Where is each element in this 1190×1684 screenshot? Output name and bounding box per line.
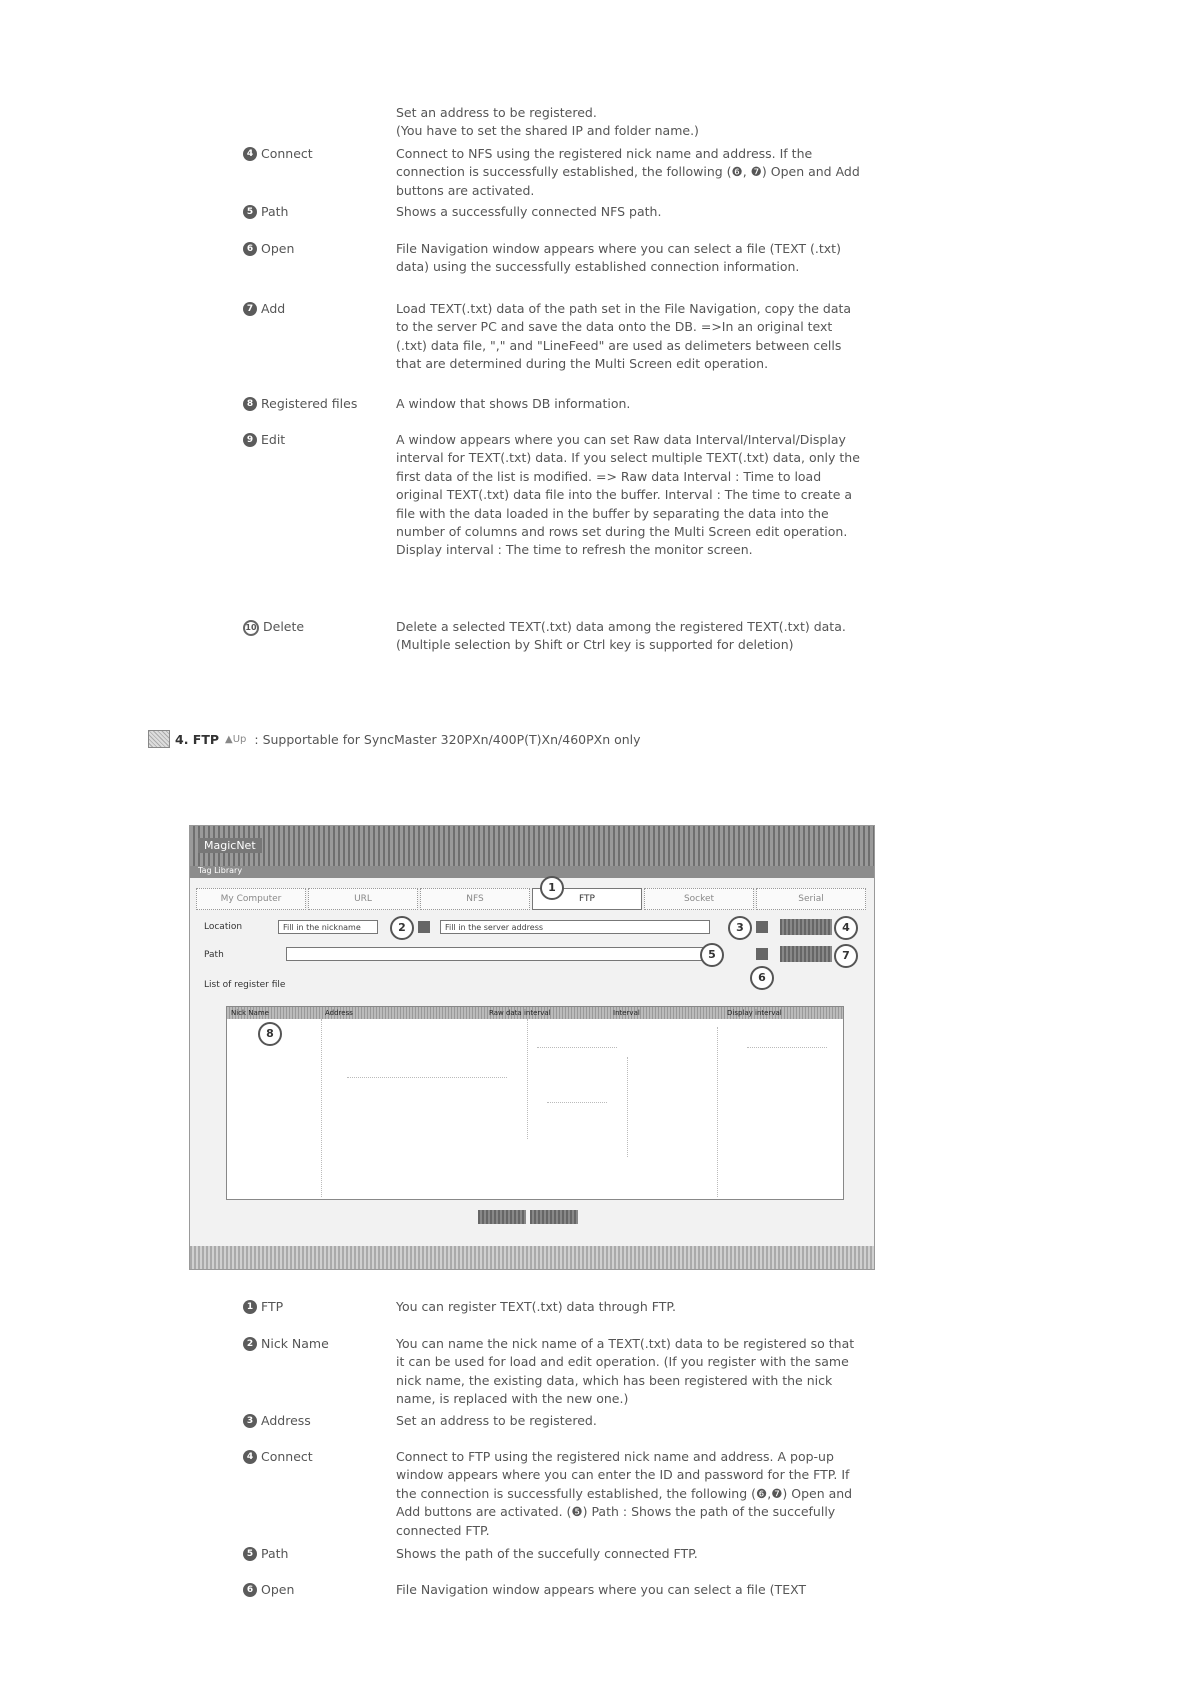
term-description: A window that shows DB information. — [396, 396, 631, 411]
address-dropdown-icon[interactable] — [756, 921, 768, 933]
section-description: : Supportable for SyncMaster 320PXn/400P(T)Xn/460PXn only — [254, 731, 641, 747]
term-description: File Navigation window appears where you can select a file (TEXT (.txt) data) using the successfully established connection information. — [396, 241, 841, 275]
tab-socket[interactable]: Socket — [644, 888, 754, 910]
term-description: Connect to NFS using the registered nick name and address. If the connection is successfully established, the following (❻, ❼) Open and Add buttons are activated. — [396, 146, 860, 198]
term-label: Open — [261, 241, 295, 256]
delete-button[interactable] — [530, 1210, 578, 1224]
menu-bar — [190, 866, 874, 878]
column-header: Interval — [613, 1009, 640, 1017]
add-button[interactable] — [780, 946, 832, 962]
callout-marker: 3 — [728, 916, 752, 940]
term-label: Connect — [261, 146, 313, 161]
number-badge-icon: 1 — [243, 1300, 257, 1314]
tab-serial[interactable]: Serial — [756, 888, 866, 910]
term-label: Edit — [261, 432, 286, 447]
tab-ftp[interactable]: FTP — [532, 888, 642, 910]
callout-marker: 8 — [258, 1022, 282, 1046]
term-label: Add — [261, 301, 286, 316]
column-header: Raw data interval — [489, 1009, 551, 1017]
section-image-icon — [148, 730, 170, 748]
column-header: Address — [325, 1009, 353, 1017]
term-label: Delete — [263, 619, 305, 634]
number-badge-icon: 5 — [243, 205, 257, 219]
up-link[interactable]: ▲Up — [225, 733, 247, 745]
intro-line-1: Set an address to be registered. — [396, 105, 597, 120]
term-description: Delete a selected TEXT(.txt) data among the registered TEXT(.txt) data. (Multiple selection by Shift or Ctrl key is supported for deletion) — [396, 619, 846, 653]
section-heading — [148, 730, 641, 748]
term-label: Path — [261, 204, 289, 219]
number-badge-icon: 2 — [243, 1337, 257, 1351]
term-label: Registered files — [261, 396, 358, 411]
nickname-dropdown-icon[interactable] — [418, 921, 430, 933]
path-label: Path — [204, 950, 224, 960]
edit-button[interactable] — [478, 1210, 526, 1224]
number-badge-icon: 9 — [243, 433, 257, 447]
number-badge-icon: 8 — [243, 397, 257, 411]
tab-url[interactable]: URL — [308, 888, 418, 910]
server-address-input[interactable]: Fill in the server address — [440, 920, 710, 934]
callout-marker: 6 — [750, 966, 774, 990]
term-description: Load TEXT(.txt) data of the path set in the File Navigation, copy the data to the server PC and save the data onto the DB. =>In an original text (.txt) data file, "," and "LineFeed" are used as delimeters between cells that are determined during the Multi Screen edit operation. — [396, 301, 852, 372]
term-description: A window appears where you can set Raw data Interval/Interval/Display interval for TEXT(.txt) data. If you select multiple TEXT(.txt) data, only the first data of the list is modified. => Raw data Interval : Time to load original TEXT(.txt) data file into the buffer. Interval : The time to create a file with the data loaded in the buffer by separating the data into the number of columns and rows set during the Multi Screen edit operation. Display interval : The time to refresh the monitor screen. — [396, 432, 860, 558]
location-label: Location — [204, 922, 243, 932]
number-badge-icon: 6 — [243, 242, 257, 256]
number-badge-icon: 3 — [243, 1414, 257, 1428]
intro-text — [396, 104, 864, 141]
column-header: Display interval — [727, 1009, 782, 1017]
app-title: MagicNet — [198, 838, 262, 853]
callout-marker: 7 — [834, 944, 858, 968]
number-badge-icon: 4 — [243, 1450, 257, 1464]
column-header: Nick Name — [231, 1009, 269, 1017]
term-description: Set an address to be registered. — [396, 1413, 597, 1428]
term-description: Shows a successfully connected NFS path. — [396, 204, 662, 219]
tab-nfs[interactable]: NFS — [420, 888, 530, 910]
term-description: You can register TEXT(.txt) data through FTP. — [396, 1299, 676, 1314]
table-header — [227, 1007, 843, 1019]
section-number: 4. FTP — [175, 731, 220, 747]
term-label: Connect — [261, 1449, 313, 1464]
callout-marker: 5 — [700, 943, 724, 967]
window-bottom-bar — [190, 1246, 874, 1269]
number-badge-icon: 7 — [243, 302, 257, 316]
tab-my-computer[interactable]: My Computer — [196, 888, 306, 910]
callout-marker: 4 — [834, 916, 858, 940]
term-description: You can name the nick name of a TEXT(.txt) data to be registered so that it can be used for load and edit operation. (If you register with the same nick name, the existing data, which has been registered with the nick name, is replaced with the new one.) — [396, 1336, 855, 1407]
ftp-screenshot — [189, 825, 875, 1270]
callout-marker: 1 — [540, 876, 564, 900]
term-description: Connect to FTP using the registered nick name and address. A pop-up window appears where you can enter the ID and password for the FTP. If the connection is successfully established, the following (❻,❼) Open and Add buttons are activated. (❺) Path : Shows the path of the succefully connected FTP. — [396, 1449, 853, 1538]
callout-marker: 2 — [390, 916, 414, 940]
term-label: Address — [261, 1413, 311, 1428]
term-label: Open — [261, 1582, 295, 1597]
intro-line-2: (You have to set the shared IP and folder name.) — [396, 123, 699, 139]
number-badge-icon: 4 — [243, 147, 257, 161]
term-label: FTP — [261, 1299, 284, 1314]
connect-button[interactable] — [780, 919, 832, 935]
registered-files-table[interactable] — [226, 1006, 844, 1200]
open-folder-icon[interactable] — [756, 948, 768, 960]
number-badge-icon: 10 — [243, 620, 259, 636]
term-description: Shows the path of the succefully connected FTP. — [396, 1546, 698, 1561]
menu-label[interactable]: Tag Library — [198, 866, 243, 875]
term-label: Nick Name — [261, 1336, 329, 1351]
number-badge-icon: 5 — [243, 1547, 257, 1561]
term-description: File Navigation window appears where you can select a file (TEXT — [396, 1582, 807, 1597]
path-field — [286, 947, 706, 961]
list-label: List of register file — [204, 980, 286, 990]
tab-bar — [196, 888, 868, 910]
number-badge-icon: 6 — [243, 1583, 257, 1597]
term-label: Path — [261, 1546, 289, 1561]
window-titlebar — [190, 826, 874, 866]
nickname-input[interactable]: Fill in the nickname — [278, 920, 378, 934]
